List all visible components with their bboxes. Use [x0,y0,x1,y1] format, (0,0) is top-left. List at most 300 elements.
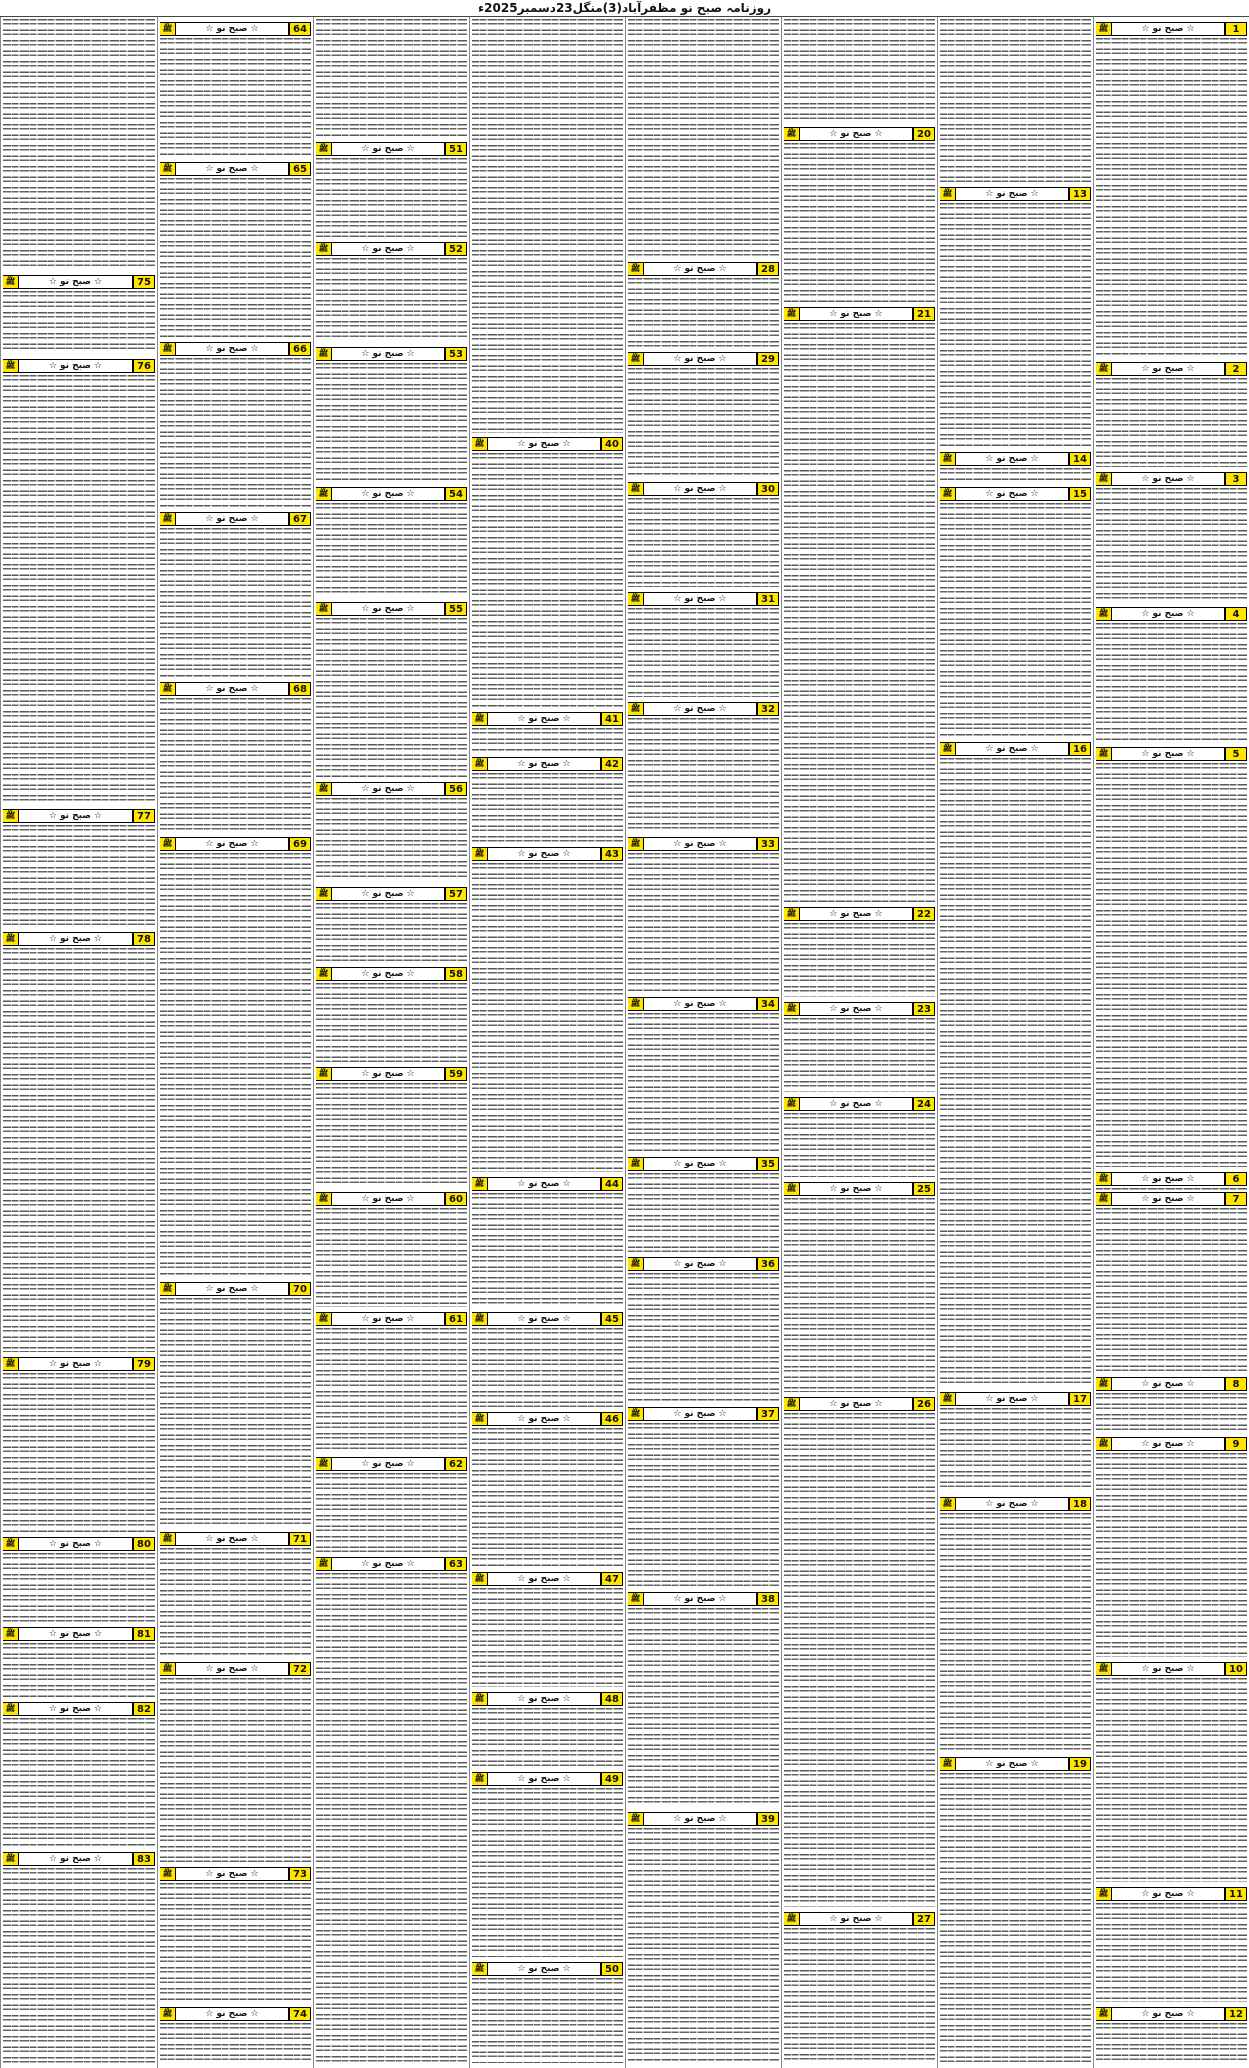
newspaper-logo-icon: ﷺ [628,352,644,366]
banner-label [332,1557,445,1571]
star-icon: ☆ [718,264,727,274]
banner-text: صبح نو [1152,1194,1184,1204]
newspaper-logo-icon: ﷺ [940,1497,956,1511]
column-5 [469,17,625,2068]
ad-header-banner [1096,362,1247,376]
ad-header-banner [3,1627,155,1641]
ad-body-text [316,1328,467,1452]
banner-label [800,1912,913,1926]
ad-number: 72 [289,1662,311,1676]
ad-body-text [3,948,155,1352]
star-icon: ☆ [250,839,259,849]
star-icon: ☆ [361,349,370,359]
banner-label [176,1532,289,1546]
banner-text: صبح نو [1152,24,1184,34]
banner-text: صبح نو [684,839,716,849]
classified-ad [316,242,467,344]
star-icon: ☆ [406,1314,415,1324]
ad-body-text [160,38,311,157]
ad-header-banner [628,1592,779,1606]
banner-text: صبح نو [1152,1379,1184,1389]
star-icon: ☆ [250,1534,259,1544]
star-icon: ☆ [94,934,103,944]
banner-label [19,359,133,373]
ad-header-banner [3,275,155,289]
ad-number: 52 [445,242,467,256]
ad-header-banner [628,837,779,851]
column-4 [625,17,781,2068]
banner-label [488,1177,601,1191]
star-icon: ☆ [48,277,57,287]
ad-header-banner [3,1702,155,1716]
classified-ad [160,512,311,679]
ad-header-banner [628,1257,779,1271]
star-icon: ☆ [250,514,259,524]
ad-number: 6 [1225,1172,1247,1186]
star-icon: ☆ [48,1359,57,1369]
banner-text: صبح نو [372,1459,404,1469]
banner-text: صبح نو [59,361,91,371]
classified-grid [0,17,1249,2068]
star-icon: ☆ [517,1964,526,1974]
banner-label [956,1757,1069,1771]
ad-number: 79 [133,1357,155,1371]
banner-text: صبح نو [528,1179,560,1189]
classified-ad [1096,362,1247,469]
ad-number: 70 [289,1282,311,1296]
star-icon: ☆ [517,1574,526,1584]
newspaper-logo-icon: ﷺ [316,487,332,501]
star-icon: ☆ [94,1854,103,1864]
ad-number: 60 [445,1192,467,1206]
star-icon: ☆ [94,277,103,287]
ad-number: 46 [601,1412,623,1426]
newspaper-logo-icon: ﷺ [784,1182,800,1196]
ad-header-banner [628,262,779,276]
classified-ad [628,1257,779,1404]
classified-ad [472,757,623,844]
ad-header-banner [3,1537,155,1551]
newspaper-logo-icon: ﷺ [3,809,19,823]
ad-body-text [940,468,1091,482]
ad-number: 17 [1069,1392,1091,1406]
star-icon: ☆ [562,1414,571,1424]
star-icon: ☆ [1141,1439,1150,1449]
banner-text: صبح نو [59,1704,91,1714]
banner-text: صبح نو [996,744,1028,754]
banner-text: صبح نو [1152,1664,1184,1674]
banner-text: صبح نو [372,1194,404,1204]
star-icon: ☆ [1141,1664,1150,1674]
star-icon: ☆ [1186,1664,1195,1674]
ad-body-text [628,718,779,832]
ad-body-text [472,728,623,752]
banner-text: صبح نو [216,1869,248,1879]
ad-number: 81 [133,1627,155,1641]
banner-label [332,142,445,156]
newspaper-logo-icon: ﷺ [784,1912,800,1926]
newspaper-logo-icon: ﷺ [160,342,176,356]
ad-body-text [316,503,467,597]
ad-header-banner [160,1867,311,1881]
classified-ad [628,1592,779,1809]
star-icon: ☆ [1141,364,1150,374]
ad-body-text [940,1408,1091,1492]
ad-body-text [316,903,467,962]
ad-body-text [472,1788,623,1957]
ad-number: 4 [1225,607,1247,621]
banner-text: صبح نو [684,1814,716,1824]
ad-header-banner [1096,1192,1247,1206]
banner-label [332,1067,445,1081]
star-icon: ☆ [48,361,57,371]
star-icon: ☆ [985,1394,994,1404]
ad-header-banner [628,482,779,496]
continued-text [628,19,779,260]
ad-body-text [1096,38,1247,357]
banner-label [332,242,445,256]
banner-label [956,487,1069,501]
banner-text: صبح نو [59,1629,91,1639]
banner-text: صبح نو [684,704,716,714]
banner-label [176,837,289,851]
ad-number: 51 [445,142,467,156]
ad-header-banner [160,342,311,356]
star-icon: ☆ [562,849,571,859]
banner-label [176,1662,289,1676]
ad-body-text [3,1718,155,1847]
classified-ad [160,2007,311,2065]
ad-number: 30 [757,482,779,496]
ad-number: 5 [1225,747,1247,761]
newspaper-logo-icon: ﷺ [316,142,332,156]
banner-text: صبح نو [1152,1439,1184,1449]
classified-ad [160,1662,311,1864]
ad-header-banner [1096,1887,1247,1901]
newspaper-logo-icon: ﷺ [316,242,332,256]
banner-label [488,1772,601,1786]
newspaper-logo-icon: ﷺ [472,1177,488,1191]
ad-header-banner [472,1177,623,1191]
newspaper-logo-icon: ﷺ [940,1392,956,1406]
star-icon: ☆ [406,1459,415,1469]
classified-ad [628,482,779,589]
ad-body-text [1096,1393,1247,1432]
ad-header-banner [784,1912,935,1926]
newspaper-logo-icon: ﷺ [1096,1172,1112,1186]
classified-ad [1096,747,1247,1169]
star-icon: ☆ [1186,1379,1195,1389]
ad-header-banner [628,702,779,716]
newspaper-logo-icon: ﷺ [472,437,488,451]
banner-text: صبح نو [996,1759,1028,1769]
newspaper-logo-icon: ﷺ [784,1397,800,1411]
classified-ad [1096,1172,1247,1192]
star-icon: ☆ [562,1774,571,1784]
banner-text: صبح نو [1152,1889,1184,1899]
star-icon: ☆ [562,1314,571,1324]
star-icon: ☆ [361,889,370,899]
ad-body-text [316,1083,467,1187]
star-icon: ☆ [718,594,727,604]
newspaper-logo-icon: ﷺ [472,1312,488,1326]
star-icon: ☆ [406,1069,415,1079]
classified-ad [940,1497,1091,1754]
banner-label [644,592,757,606]
ad-header-banner [160,22,311,36]
star-icon: ☆ [205,514,214,524]
ad-number: 39 [757,1812,779,1826]
ad-body-text [1096,763,1247,1167]
star-icon: ☆ [48,1629,57,1639]
banner-text: صبح نو [840,129,872,139]
classified-ad [316,1312,467,1454]
banner-label [488,712,601,726]
banner-text: صبح نو [372,489,404,499]
star-icon: ☆ [406,784,415,794]
ad-number: 21 [913,307,935,321]
banner-text: صبح نو [1152,749,1184,759]
banner-label [19,932,133,946]
ad-body-text [472,1588,623,1687]
banner-label [800,1097,913,1111]
star-icon: ☆ [406,349,415,359]
star-icon: ☆ [829,1004,838,1014]
ad-number: 48 [601,1692,623,1706]
star-icon: ☆ [874,129,883,139]
newspaper-logo-icon: ﷺ [316,1192,332,1206]
newspaper-logo-icon: ﷺ [784,1002,800,1016]
star-icon: ☆ [874,309,883,319]
banner-label [644,1407,757,1421]
ad-body-text [472,863,623,1172]
star-icon: ☆ [250,24,259,34]
banner-text: صبح نو [59,1854,91,1864]
ad-body-text [160,853,311,1277]
newspaper-logo-icon: ﷺ [3,275,19,289]
ad-header-banner [472,847,623,861]
banner-text: صبح نو [996,1394,1028,1404]
ad-number: 66 [289,342,311,356]
banner-text: صبح نو [840,1184,872,1194]
star-icon: ☆ [718,1594,727,1604]
classified-ad [316,1557,467,2065]
ad-header-banner [940,1757,1091,1771]
ad-body-text [316,363,467,482]
ad-header-banner [784,907,935,921]
newspaper-logo-icon: ﷺ [472,1962,488,1976]
star-icon: ☆ [562,759,571,769]
star-icon: ☆ [1030,1499,1039,1509]
ad-body-text [3,375,155,804]
star-icon: ☆ [361,144,370,154]
newspaper-logo-icon: ﷺ [160,1532,176,1546]
ad-number: 2 [1225,362,1247,376]
ad-header-banner [940,1497,1091,1511]
banner-label [332,602,445,616]
banner-label [488,847,601,861]
ad-header-banner [472,1692,623,1706]
star-icon: ☆ [205,2009,214,2019]
banner-label [1112,1437,1225,1451]
classified-ad [1096,1192,1247,1374]
classified-ad [316,142,467,239]
classified-ad [784,127,935,304]
ad-header-banner [628,1407,779,1421]
ad-body-text [784,143,935,302]
star-icon: ☆ [94,361,103,371]
ad-number: 80 [133,1537,155,1551]
banner-label [1112,1377,1225,1391]
ad-number: 74 [289,2007,311,2021]
star-icon: ☆ [1186,1174,1195,1184]
star-icon: ☆ [94,1539,103,1549]
newspaper-logo-icon: ﷺ [316,1557,332,1571]
star-icon: ☆ [361,1559,370,1569]
banner-label [332,347,445,361]
banner-label [332,967,445,981]
star-icon: ☆ [673,1409,682,1419]
ad-body-text [628,1423,779,1587]
newspaper-logo-icon: ﷺ [940,742,956,756]
star-icon: ☆ [718,484,727,494]
star-icon: ☆ [985,1499,994,1509]
banner-text: صبح نو [684,1259,716,1269]
star-icon: ☆ [562,1574,571,1584]
banner-label [1112,362,1225,376]
banner-text: صبح نو [996,1499,1028,1509]
ad-body-text [1096,1678,1247,1882]
ad-header-banner [160,512,311,526]
classified-ad [940,487,1091,739]
classified-ad [1096,1377,1247,1434]
newspaper-logo-icon: ﷺ [1096,1662,1112,1676]
star-icon: ☆ [361,784,370,794]
ad-number: 31 [757,592,779,606]
classified-ad [160,342,311,509]
column-6 [313,17,469,2068]
newspaper-logo-icon: ﷺ [316,602,332,616]
ad-body-text [316,1208,467,1307]
star-icon: ☆ [829,309,838,319]
ad-header-banner [316,1192,467,1206]
newspaper-logo-icon: ﷺ [472,712,488,726]
newspaper-logo-icon: ﷺ [940,487,956,501]
classified-ad [3,1627,155,1699]
classified-ad [160,1867,311,2004]
banner-text: صبح نو [216,1284,248,1294]
classified-ad [1096,472,1247,604]
banner-label [19,275,133,289]
ad-header-banner [160,1282,311,1296]
classified-ad [316,1192,467,1309]
star-icon: ☆ [874,1099,883,1109]
ad-body-text [160,698,311,832]
classified-ad [940,1392,1091,1494]
ad-number: 83 [133,1852,155,1866]
star-icon: ☆ [1186,1889,1195,1899]
banner-label [1112,747,1225,761]
ad-body-text [316,1573,467,2063]
ad-number: 47 [601,1572,623,1586]
ad-body-text [784,323,935,902]
banner-text: صبح نو [372,889,404,899]
ad-number: 64 [289,22,311,36]
classified-ad [784,1182,935,1394]
ad-header-banner [940,487,1091,501]
ad-number: 77 [133,809,155,823]
ad-header-banner [160,2007,311,2021]
newspaper-logo-icon: ﷺ [1096,747,1112,761]
ad-number: 59 [445,1067,467,1081]
star-icon: ☆ [673,264,682,274]
ad-body-text [3,1868,155,2063]
newspaper-logo-icon: ﷺ [1096,1437,1112,1451]
classified-ad [628,702,779,834]
star-icon: ☆ [250,1869,259,1879]
banner-text: صبح نو [684,1594,716,1604]
classified-ad [472,1572,623,1689]
ad-number: 54 [445,487,467,501]
continued-text [316,19,467,140]
star-icon: ☆ [517,714,526,724]
banner-text: صبح نو [840,309,872,319]
ad-number: 11 [1225,1887,1247,1901]
banner-text: صبح نو [840,1914,872,1924]
newspaper-logo-icon: ﷺ [316,887,332,901]
banner-label [488,1962,601,1976]
ad-header-banner [784,1397,935,1411]
star-icon: ☆ [673,1594,682,1604]
newspaper-logo-icon: ﷺ [940,452,956,466]
continued-text [3,19,155,273]
ad-body-text [160,178,311,337]
continued-text [784,19,935,125]
classified-ad [3,932,155,1354]
ad-body-text [628,368,779,477]
star-icon: ☆ [673,1259,682,1269]
ad-header-banner [1096,1437,1247,1451]
banner-label [956,1392,1069,1406]
classified-ad [1096,1887,1247,2004]
banner-text: صبح نو [840,909,872,919]
ad-header-banner [472,712,623,726]
ad-body-text [160,1298,311,1527]
ad-number: 40 [601,437,623,451]
star-icon: ☆ [1141,1174,1150,1184]
ad-body-text [472,773,623,842]
ad-body-text [1096,378,1247,467]
ad-number: 10 [1225,1662,1247,1676]
ad-number: 58 [445,967,467,981]
banner-text: صبح نو [684,354,716,364]
banner-label [488,757,601,771]
banner-text: صبح نو [1152,1174,1184,1184]
star-icon: ☆ [829,129,838,139]
newspaper-logo-icon: ﷺ [160,1282,176,1296]
banner-label [1112,1172,1225,1186]
ad-header-banner [316,487,467,501]
ad-header-banner [628,1812,779,1826]
newspaper-logo-icon: ﷺ [316,1067,332,1081]
ad-body-text [940,1513,1091,1752]
classified-ad [628,592,779,699]
banner-text: صبح نو [372,244,404,254]
banner-label [488,1312,601,1326]
star-icon: ☆ [517,1414,526,1424]
ad-body-text [316,983,467,1062]
ad-body-text [1096,488,1247,602]
